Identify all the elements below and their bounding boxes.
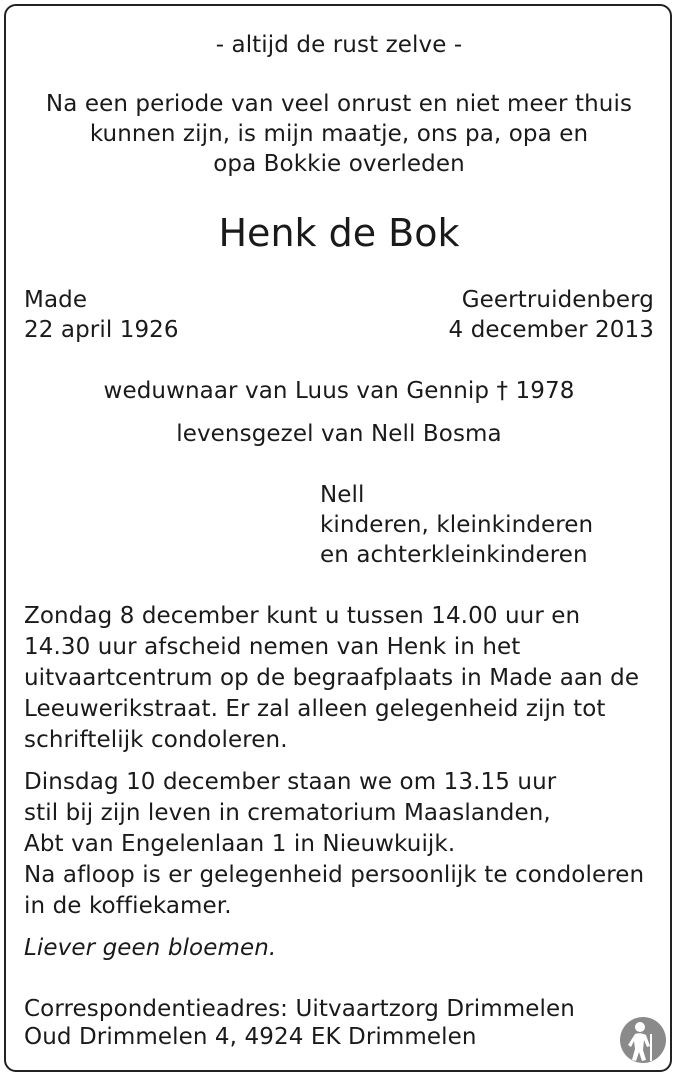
correspondence-line: Oud Drimmelen 4, 4924 EK Drimmelen xyxy=(24,1024,477,1050)
service-line: in de koffiekamer. xyxy=(24,893,232,919)
death-place: Geertruidenberg xyxy=(461,287,654,313)
service-line: Dinsdag 10 december staan we om 13.15 uur xyxy=(24,769,557,795)
family-line: Nell xyxy=(320,482,365,508)
motto: - altijd de rust zelve - xyxy=(215,32,463,58)
deceased-name: Henk de Bok xyxy=(218,211,460,255)
correspondence-line: Correspondentieadres: Uitvaartzorg Drimmelen xyxy=(24,996,575,1022)
intro-line: Na een periode van veel onrust en niet meer thuis xyxy=(45,91,633,117)
relation-line: levensgezel van Nell Bosma xyxy=(176,421,502,447)
farewell-line: schriftelijk condoleren. xyxy=(24,727,288,753)
family-line: kinderen, kleinkinderen xyxy=(320,512,594,538)
relation-line: weduwnaar van Luus van Gennip † 1978 xyxy=(103,378,575,404)
service-line: Abt van Engelenlaan 1 in Nieuwkuijk. xyxy=(24,831,456,857)
birth-date: 22 april 1926 xyxy=(24,317,179,343)
farewell-line: uitvaartcentrum op de begraafplaats in Made aan de xyxy=(24,665,640,691)
flowers-note: Liever geen bloemen. xyxy=(24,935,277,961)
farewell-line: 14.30 uur afscheid nemen van Henk in het xyxy=(24,634,521,660)
family-line: en achterkleinkinderen xyxy=(320,542,588,568)
farewell-line: Zondag 8 december kunt u tussen 14.00 uur en xyxy=(24,603,581,629)
birth-place: Made xyxy=(24,287,88,313)
service-line: stil bij zijn leven in crematorium Maaslanden, xyxy=(24,800,551,826)
intro-line: opa Bokkie overleden xyxy=(213,151,465,177)
intro-line: kunnen zijn, is mijn maatje, ons pa, opa en xyxy=(89,121,589,147)
figure-silhouette-icon xyxy=(619,1016,667,1064)
death-date: 4 december 2013 xyxy=(448,317,654,343)
farewell-line: Leeuwerikstraat. Er zal alleen gelegenheid zijn tot xyxy=(24,696,606,722)
service-line: Na afloop is er gelegenheid persoonlijk te condoleren xyxy=(24,862,645,888)
